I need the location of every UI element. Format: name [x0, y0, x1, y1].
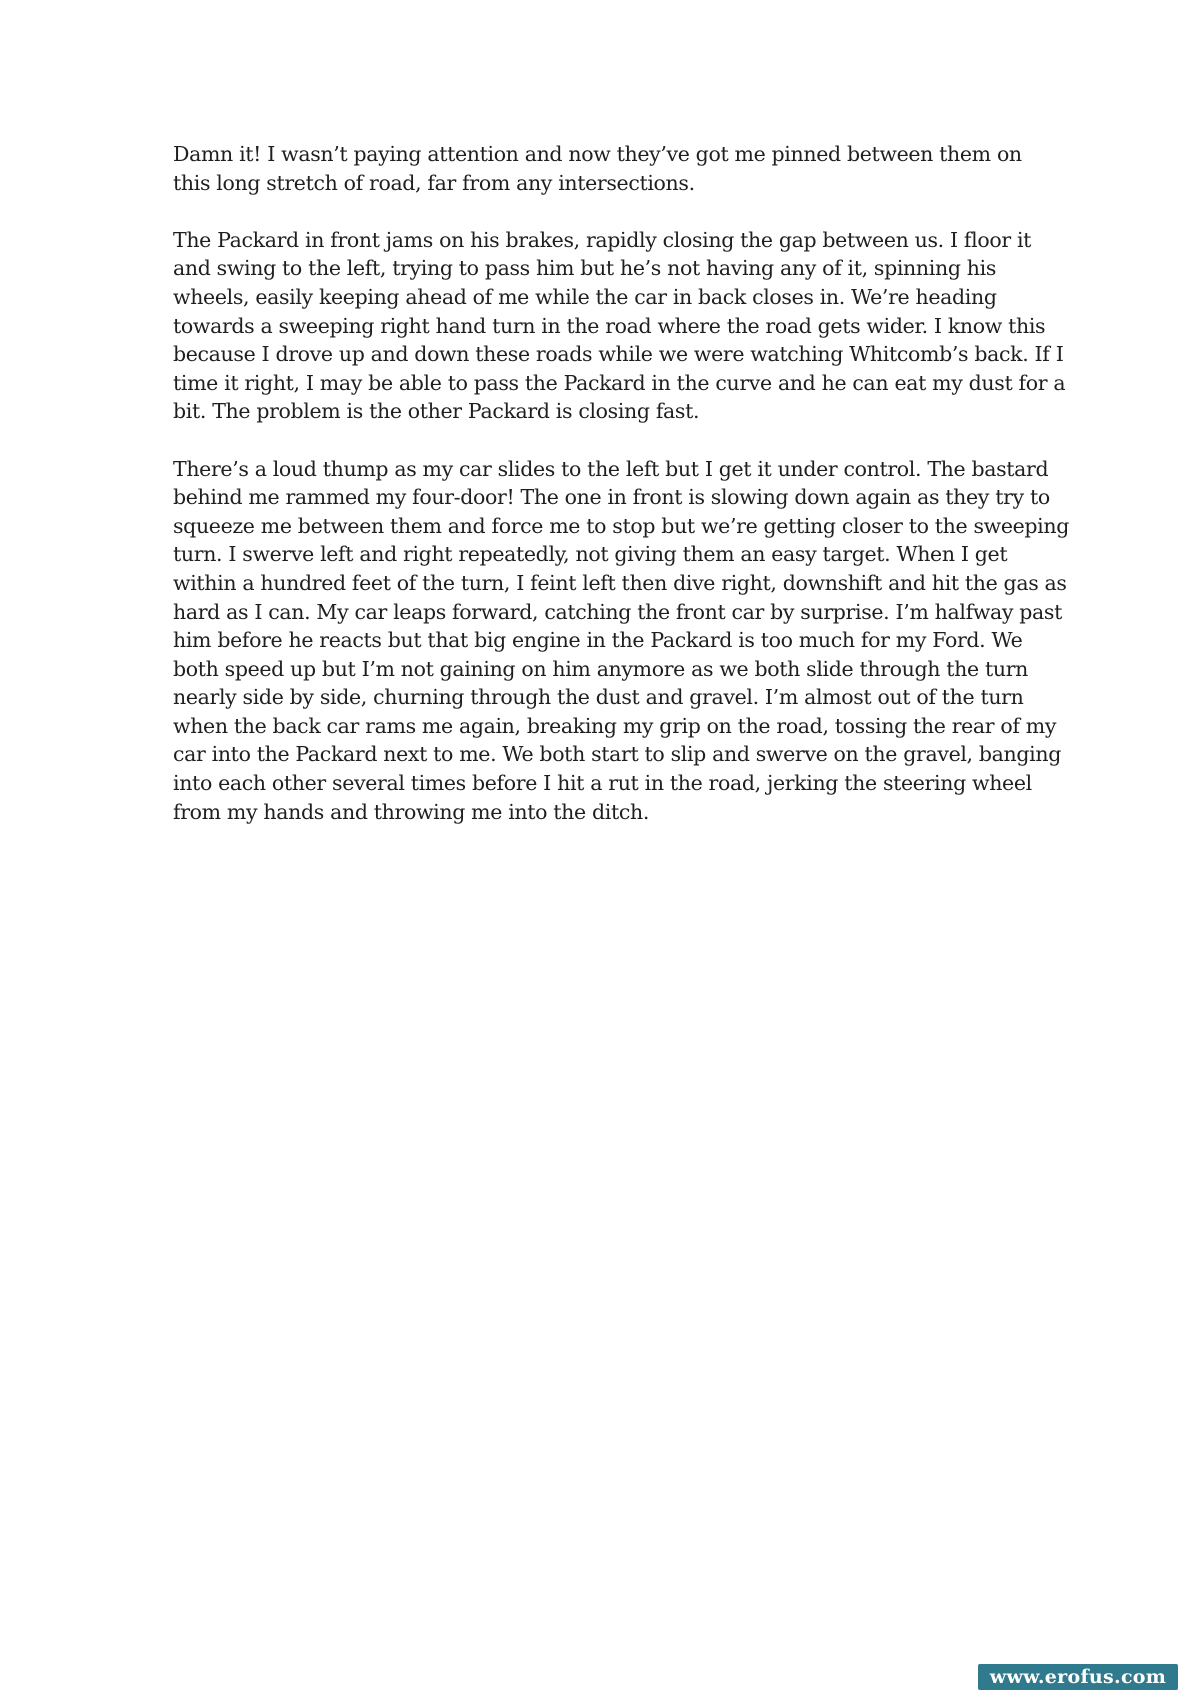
- text-line: because I drove up and down these roads while we were watching Whitcomb’s back. If I: [173, 342, 1064, 367]
- text-line: turn. I swerve left and right repeatedly, not giving them an easy target. When I get: [173, 542, 1008, 567]
- text-line: nearly side by side, churning through the dust and gravel. I’m almost out of the turn: [173, 685, 1024, 710]
- text-line: and swing to the left, trying to pass him but he’s not having any of it, spinning his: [173, 256, 996, 281]
- text-line: behind me rammed my four-door! The one in front is slowing down again as they try to: [173, 485, 1050, 510]
- text-line: car into the Packard next to me. We both start to slip and swerve on the gravel, banging: [173, 742, 1061, 767]
- story-text: [143, 140, 1070, 855]
- text-line: bit. The problem is the other Packard is closing fast.: [173, 399, 700, 424]
- text-line: Damn it! I wasn’t paying attention and now they’ve got me pinned between them on: [173, 142, 1022, 166]
- text-line: when the back car rams me again, breaking my grip on the road, tossing the rear of my: [173, 713, 1057, 738]
- text-line: both speed up but I’m not gaining on him anymore as we both slide through the turn: [173, 656, 1029, 681]
- text-line: wheels, easily keeping ahead of me while the car in back closes in. We’re heading: [173, 284, 997, 309]
- text-line: into each other several times before I hit a rut in the road, jerking the steering wheel: [173, 771, 1032, 796]
- text-line: The Packard in front jams on his brakes, rapidly closing the gap between us. I floor it: [173, 227, 1032, 252]
- text-line: him before he reacts but that big engine in the Packard is too much for my Ford. We: [173, 628, 1023, 653]
- paragraph-3: [143, 455, 1070, 827]
- text-line: towards a sweeping right hand turn in the road where the road gets wider. I know this: [173, 313, 1046, 338]
- text-line: from my hands and throwing me into the ditch.: [173, 799, 650, 824]
- paragraph-2: [143, 226, 1066, 426]
- text-line: this long stretch of road, far from any intersections.: [173, 170, 695, 195]
- text-line: time it right, I may be able to pass the Packard in the curve and he can eat my dust for a: [173, 370, 1066, 395]
- text-line: There’s a loud thump as my car slides to the left but I get it under control. The bastard: [173, 456, 1049, 481]
- text-line: within a hundred feet of the turn, I feint left then dive right, downshift and hit the gas as: [173, 570, 1067, 595]
- paragraph-1: [143, 140, 1063, 197]
- text-line: hard as I can. My car leaps forward, catching the front car by surprise. I’m halfway past: [173, 599, 1062, 624]
- watermark-link[interactable]: www.erofus.com: [978, 1664, 1178, 1690]
- text-line: squeeze me between them and force me to stop but we’re getting closer to the sweeping: [173, 513, 1070, 538]
